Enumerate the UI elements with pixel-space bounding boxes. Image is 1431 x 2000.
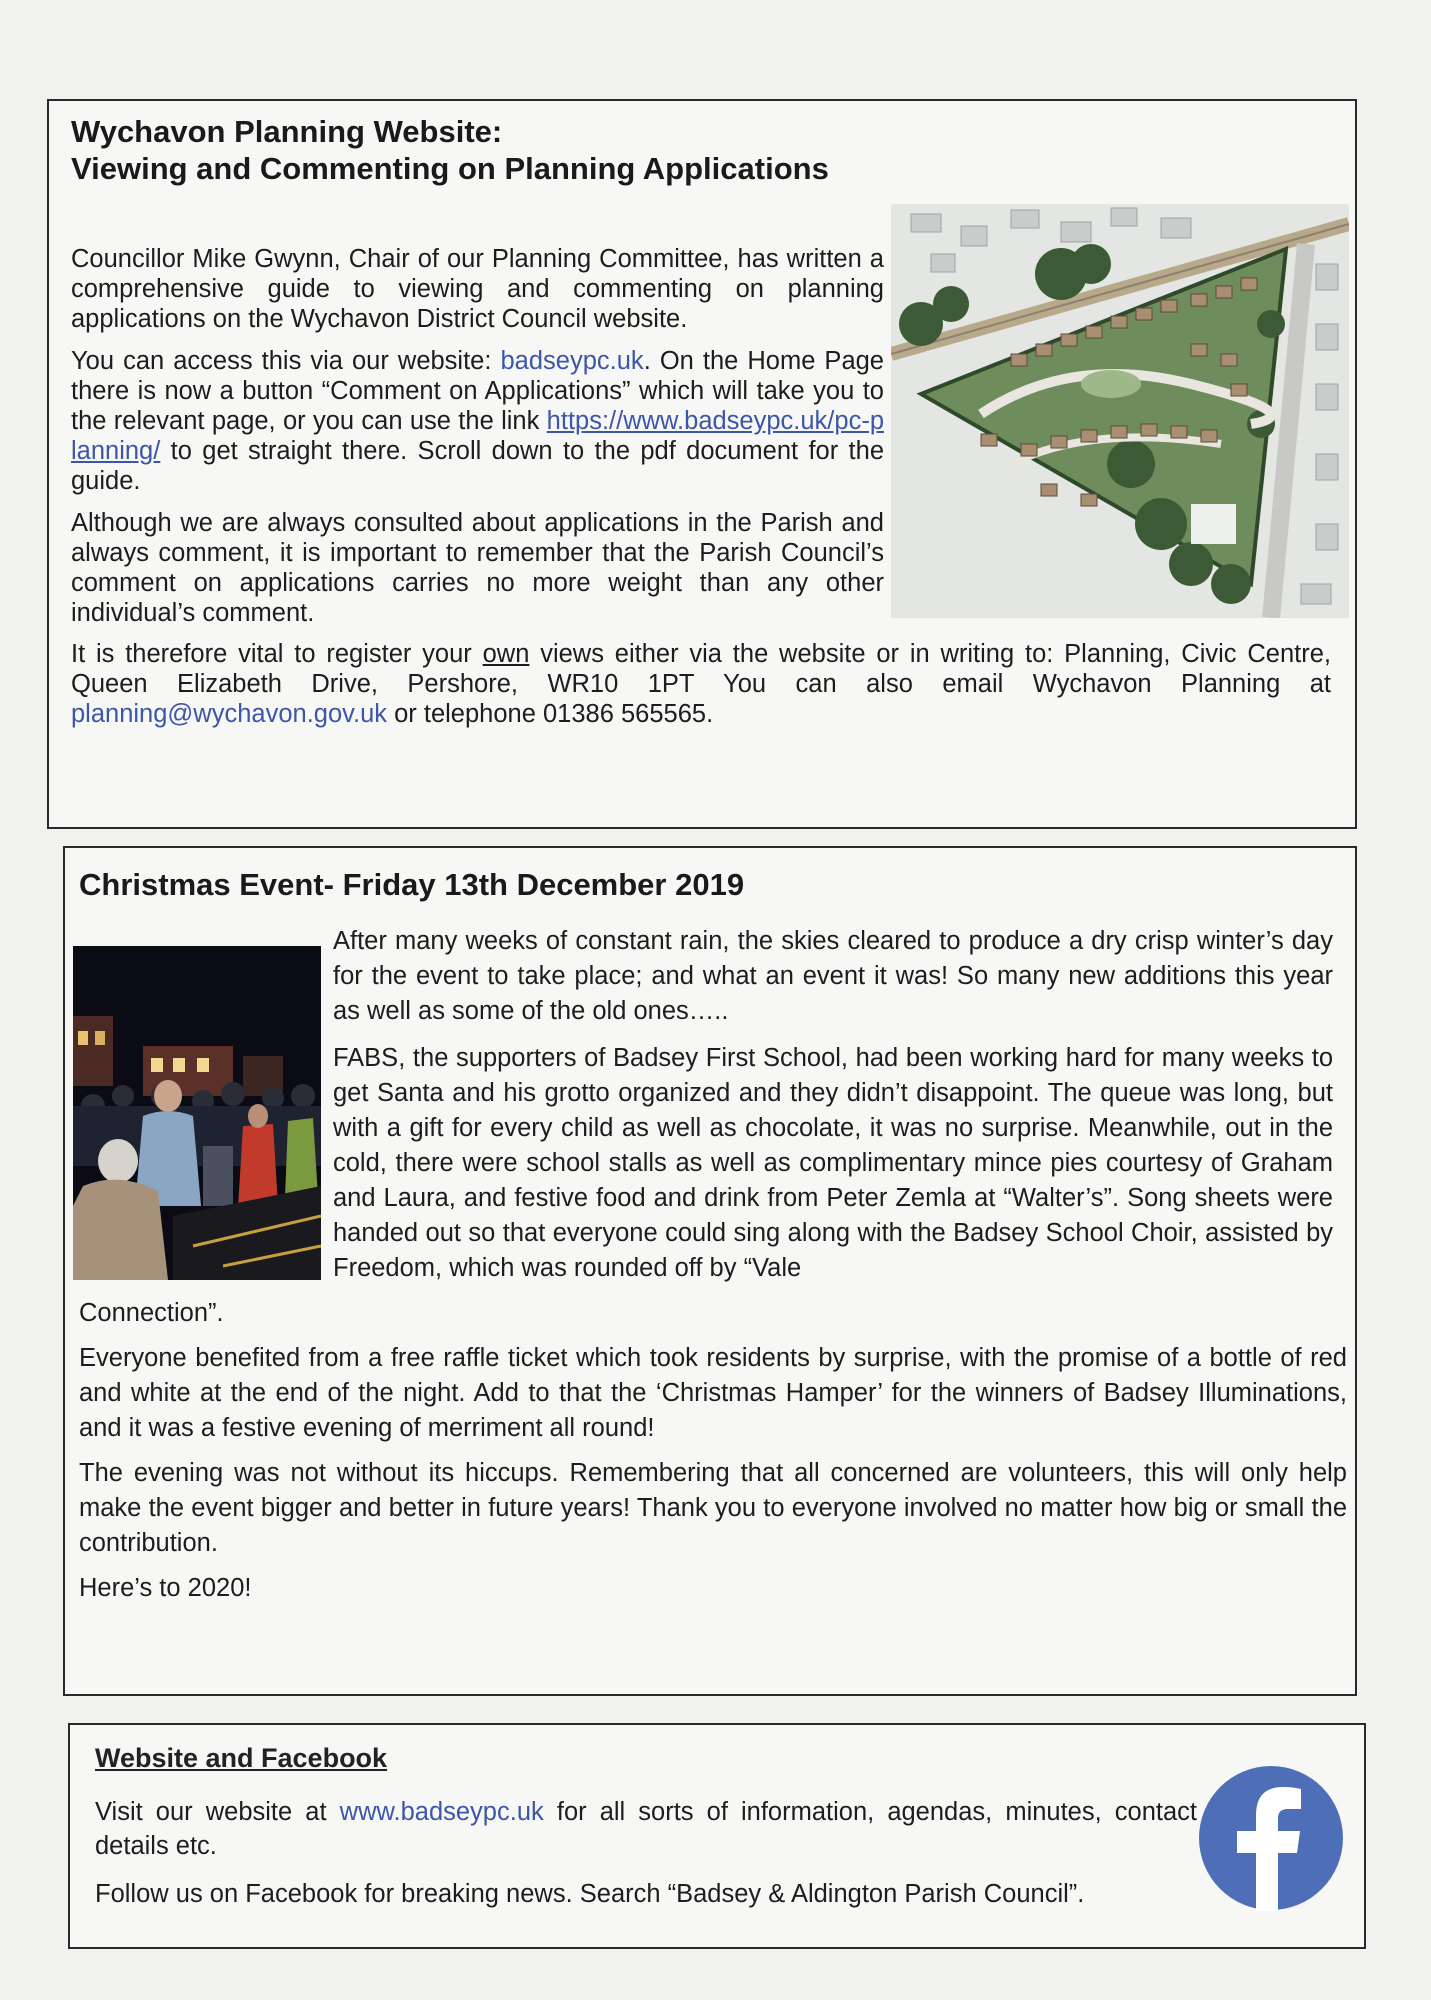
planning-title-line1: Wychavon Planning Website: [71, 114, 503, 149]
badseypc-link[interactable]: badseypc.uk [500, 347, 644, 375]
own-emphasis: own [482, 640, 530, 668]
pc-planning-link[interactable]: https://www.badseypc.uk/pc-planning/ [71, 407, 884, 465]
planning-paragraph-1: Councillor Mike Gwynn, Chair of our Planning Committee, has written a comprehensive guide to viewing and commenting on planning applications on the Wychavon District Council website. [71, 245, 884, 333]
facebook-paragraph: Follow us on Facebook for breaking news. Search “Badsey & Aldington Parish Council”. [95, 1880, 1085, 1908]
planning-paragraph-2: You can access this via our website: badseypc.uk. On the Home Page there is now a button “Comment on Applications” which will take you to the relevant page, or you can use the link https://www.badseypc.uk/pc-planning/ to get straight there. Scroll down to the pdf document for the guide. [71, 347, 884, 495]
planning-title-line2: Viewing and Commenting on Planning Applications [71, 151, 829, 186]
christmas-paragraph-2-end: Connection”. [79, 1299, 224, 1327]
christmas-paragraph-1: After many weeks of constant rain, the skies cleared to produce a dry crisp winter’s day for the event to take place; and what an event it was! So many new additions this year as well as some of the old ones….. [333, 927, 1333, 1025]
christmas-article [63, 846, 1357, 1696]
website-facebook-box [68, 1723, 1366, 1949]
christmas-paragraph-5: Here’s to 2020! [79, 1574, 252, 1602]
site-plan-image [891, 204, 1349, 618]
christmas-paragraph-4: The evening was not without its hiccups. Remembering that all concerned are volunteers, this will only help make the event bigger and better in future years! Thank you to everyone involved no matter how big or small the contribution. [79, 1459, 1347, 1557]
christmas-crowd-photo [73, 946, 321, 1280]
christmas-body-column [333, 924, 1333, 1298]
planning-paragraph-4: It is therefore vital to register your own views either via the website or in writing to: Planning, Civic Centre, Queen Elizabeth Drive, Pershore, WR10 1PT You can also email Wychavon Planning at planning@wychavon.gov.uk or telephone 01386 565565. [71, 640, 1331, 728]
website-facebook-body [95, 1795, 1197, 1925]
website-paragraph: Visit our website at www.badseypc.uk for all sorts of information, agendas, minutes, contact details etc. [95, 1798, 1198, 1860]
christmas-paragraph-3: Everyone benefited from a free raffle ticket which took residents by surprise, with the promise of a bottle of red and white at the end of the night. Add to that the ‘Christmas Hamper’ for the winners of Badsey Illuminations, and it was a festive evening of merriment all round! [79, 1344, 1347, 1442]
planning-body-column [71, 244, 884, 640]
website-link[interactable]: www.badseypc.uk [339, 1798, 544, 1826]
planning-paragraph-3: Although we are always consulted about applications in the Parish and always comment, it is important to remember that the Parish Council’s comment on applications carries no more weight than any other individual’s comment. [71, 509, 884, 627]
christmas-body-full [79, 1296, 1347, 1616]
christmas-paragraph-2: FABS, the supporters of Badsey First School, had been working hard for many weeks to get Santa and his grotto organized and they didn’t disappoint. The queue was long, but with a gift for every child as well as chocolate, it was no surprise. Meanwhile, out in the cold, there were school stalls as well as complimentary mince pies courtesy of Graham and Laura, and festive food and drink from Peter Zemla at “Walter’s”. Song sheets were handed out so that everyone could sing along with the Badsey School Choir, assisted by Freedom, which was rounded off by “Vale [333, 1044, 1333, 1282]
planning-article [47, 99, 1357, 829]
planning-email-link[interactable]: planning@wychavon.gov.uk [71, 700, 388, 728]
facebook-icon[interactable] [1198, 1765, 1344, 1911]
planning-title [71, 113, 971, 187]
christmas-title: Christmas Event- Friday 13th December 2019 [79, 867, 745, 902]
website-facebook-title: Website and Facebook [95, 1743, 388, 1773]
